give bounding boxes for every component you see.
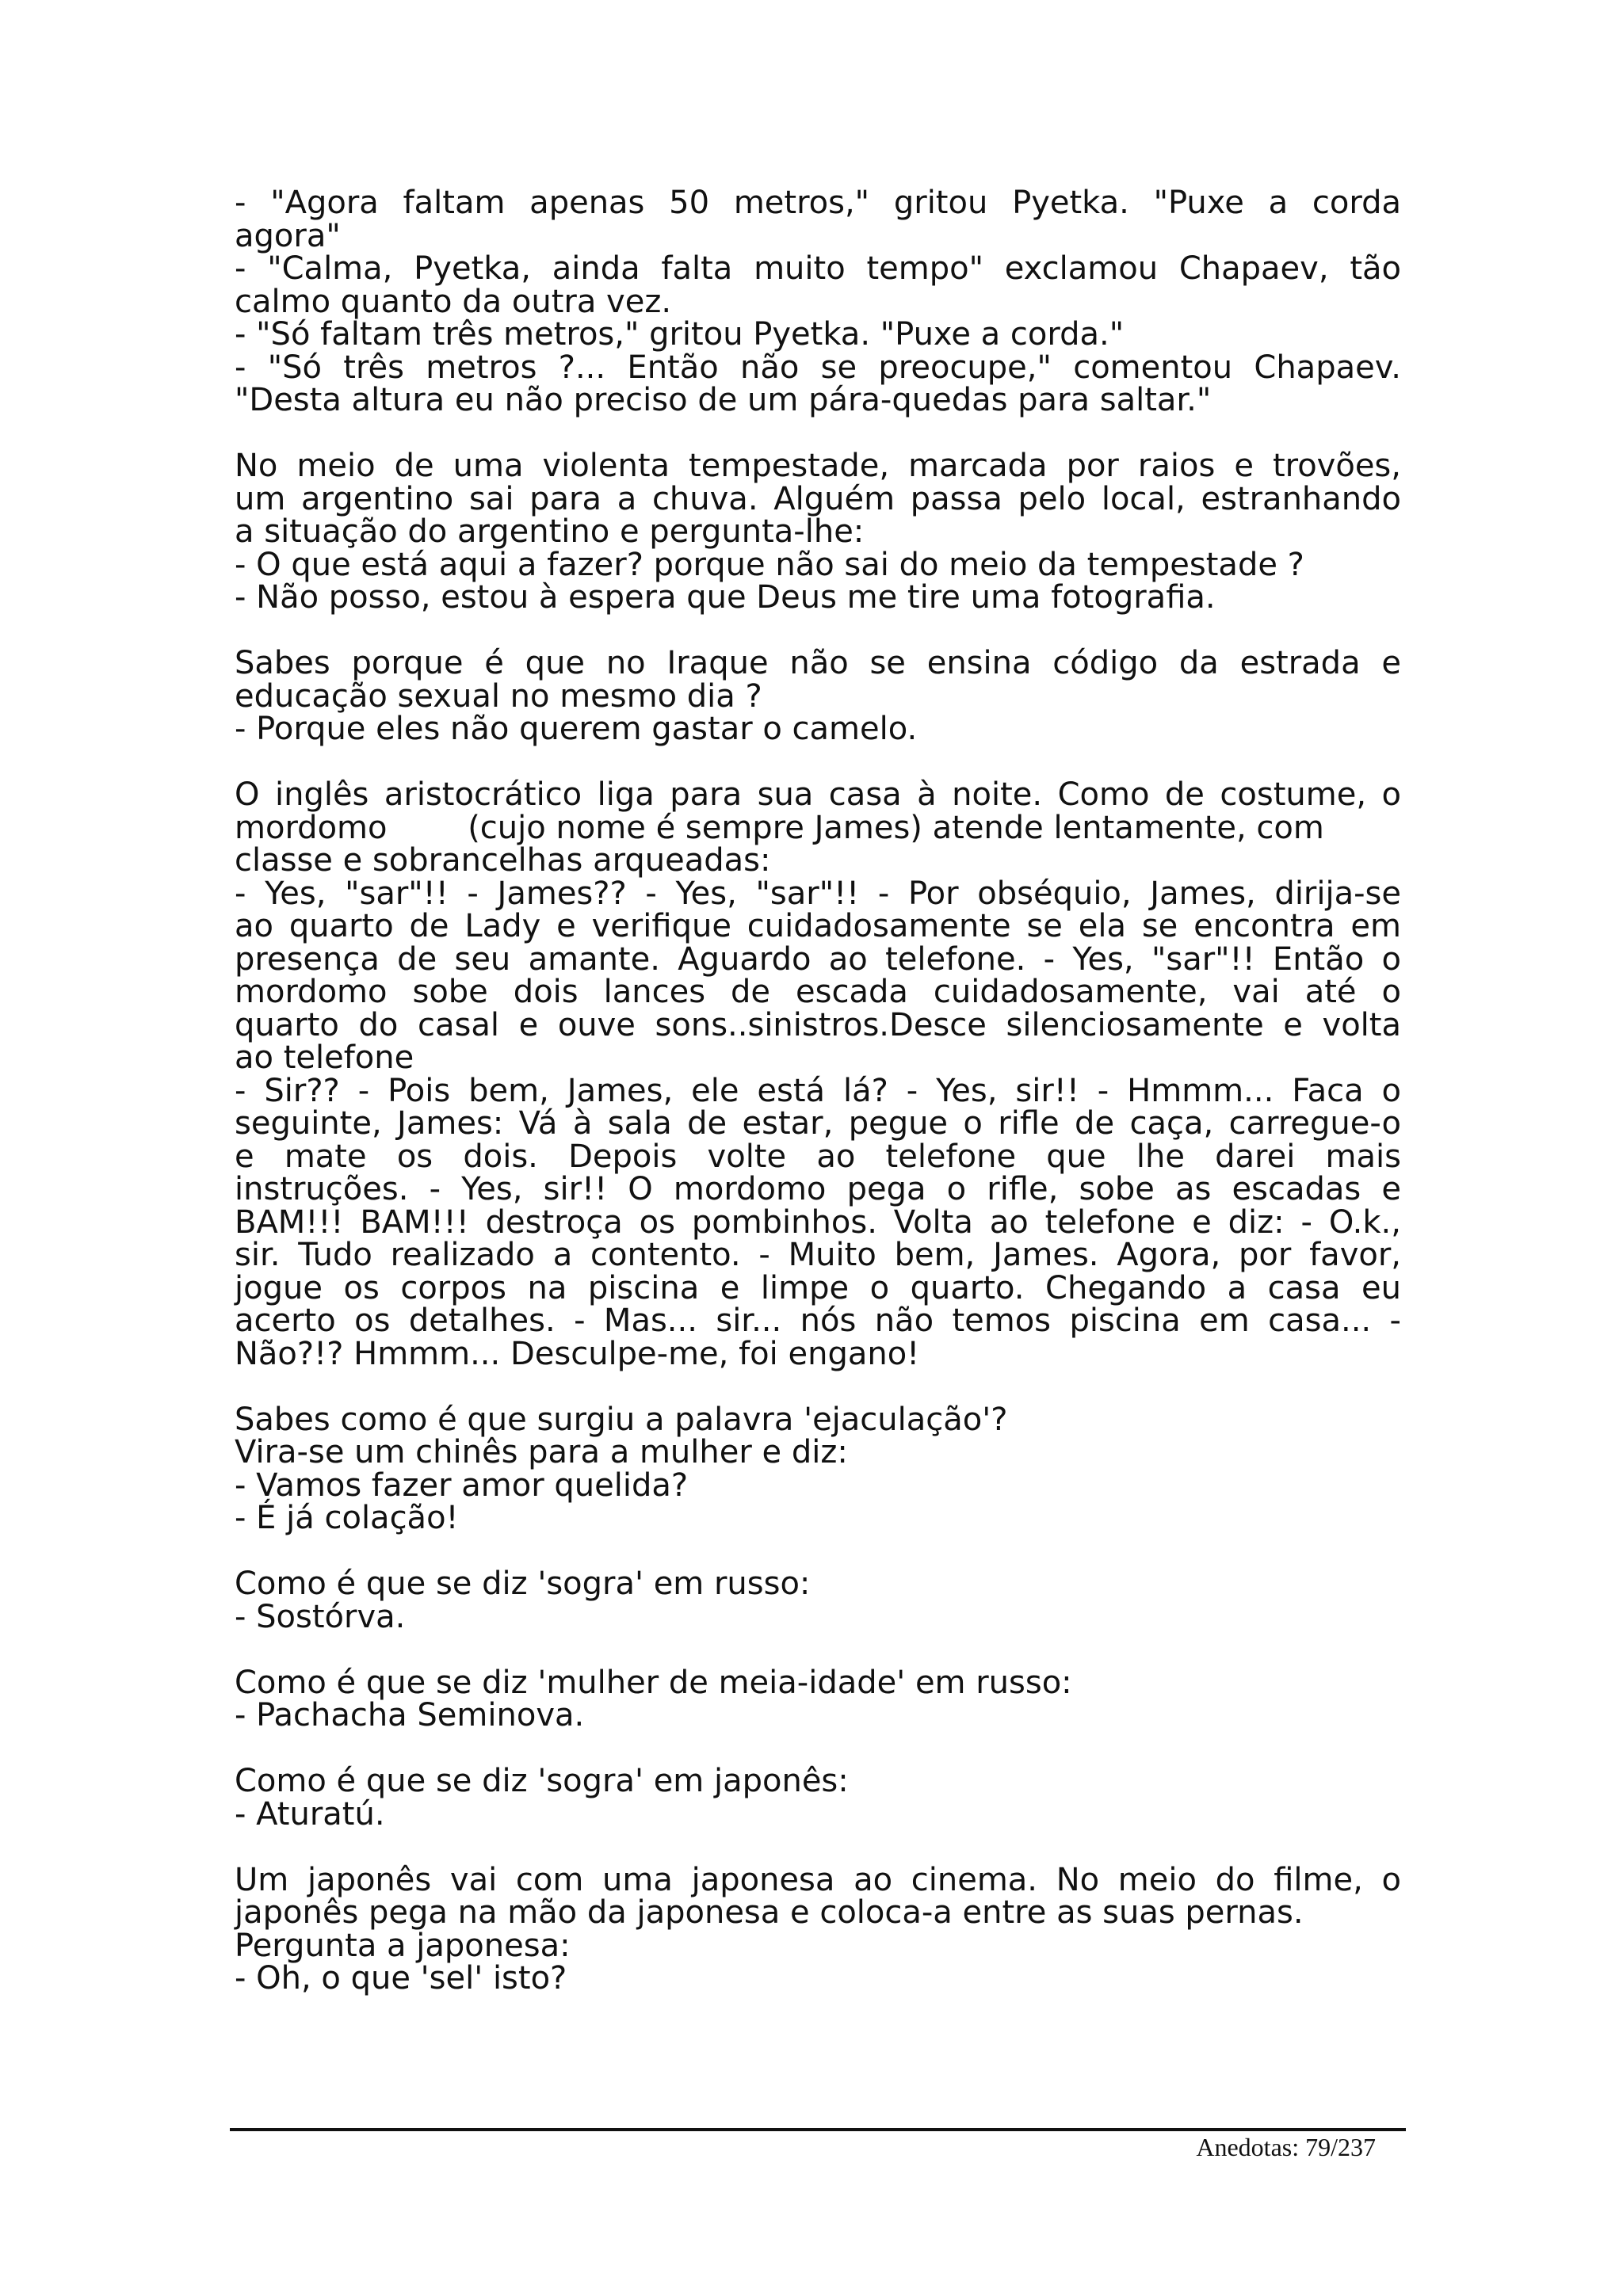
- text-line: - Vamos fazer amor quelida?: [235, 1466, 689, 1504]
- text-line: mordomo sobe dois lances de escada cuidadosamente, vai até o: [235, 974, 1401, 1010]
- text-line: - Pachacha Seminova.: [235, 1697, 585, 1733]
- text-line: No meio de uma violenta tempestade, marcada por raios e trovões,: [235, 448, 1401, 484]
- paragraph: [235, 450, 1401, 615]
- text-line: sir. Tudo realizado a contento. - Muito bem, James. Agora, por favor,: [235, 1237, 1401, 1273]
- text-line: a situação do argentino e pergunta-lhe:: [235, 513, 865, 550]
- text-line: quarto do casal e ouve sons..sinistros.Desce silenciosamente e volta: [235, 1006, 1401, 1043]
- text-line: ao telefone: [235, 1039, 414, 1076]
- paragraph: [235, 776, 1401, 1372]
- text-line: - Sir?? - Pois bem, James, ele está lá? - Yes, sir!! - Hmmm... Faca o: [235, 1072, 1401, 1109]
- text-line: educação sexual no mesmo dia ?: [235, 677, 762, 715]
- text-line: - Sostórva.: [235, 1598, 406, 1635]
- text-line: Como é que se diz 'sogra' em russo:: [235, 1566, 811, 1602]
- text-line: Vira-se um chinês para a mulher e diz:: [235, 1434, 848, 1470]
- text-line: calmo quanto da outra vez.: [235, 283, 672, 320]
- page-footer: Anedotas: 79/237: [1196, 2133, 1376, 2161]
- text-line: e mate os dois. Depois volte ao telefone que lhe darei mais: [235, 1138, 1401, 1175]
- paragraph: [235, 1861, 1401, 1997]
- paragraph: [235, 1765, 1401, 1831]
- text-line: Um japonês vai com uma japonesa ao cinema. No meio do filme, o: [235, 1861, 1401, 1898]
- text-line: presença de seu amante. Aguardo ao telefone. - Yes, "sar"!! Então o: [235, 940, 1401, 978]
- text-line: - É já colação!: [235, 1500, 459, 1536]
- text-line: - "Só faltam três metros," gritou Pyetka. "Puxe a corda.": [235, 316, 1125, 353]
- text-line: um argentino sai para a chuva. Alguém passa pelo local, estranhando: [235, 480, 1401, 517]
- text-line: - Oh, o que 'sel' isto?: [235, 1960, 567, 1997]
- text-line: O inglês aristocrático liga para sua casa à noite. Como de costume, o: [235, 776, 1401, 813]
- text-line: Pergunta a japonesa:: [235, 1927, 571, 1964]
- text-line: - "Agora faltam apenas 50 metros," gritou Pyetka. "Puxe a corda: [235, 185, 1401, 221]
- text-line: Sabes como é que surgiu a palavra 'ejaculação'?: [235, 1401, 1008, 1438]
- text-line: - O que está aqui a fazer? porque não sai do meio da tempestade ?: [235, 546, 1304, 583]
- paragraph: [235, 187, 1401, 418]
- text-line: jogue os corpos na piscina e limpe o quarto. Chegando a casa eu: [235, 1269, 1401, 1306]
- text-line: agora": [235, 217, 341, 254]
- paragraph: [235, 1568, 1401, 1634]
- text-line: "Desta altura eu não preciso de um pára-quedas para saltar.": [235, 382, 1212, 418]
- text-line: instruções. - Yes, sir!! O mordomo pega o rifle, sobe as escadas e: [235, 1171, 1401, 1207]
- text-line: mordomo (cujo nome é sempre James) atende lentamente, com: [235, 809, 1324, 846]
- text-line: - Porque eles não querem gastar o camelo.: [235, 711, 918, 747]
- text-line: classe e sobrancelhas arqueadas:: [235, 842, 771, 879]
- paragraph: [235, 1664, 1401, 1733]
- text-line: Não?!? Hmmm... Desculpe-me, foi engano!: [235, 1335, 920, 1372]
- body-text: [235, 187, 1401, 2028]
- text-line: japonês pega na mão da japonesa e coloca-a entre as suas pernas.: [235, 1894, 1304, 1931]
- text-line: - Aturatú.: [235, 1795, 385, 1833]
- text-line: BAM!!! BAM!!! destroça os pombinhos. Volta ao telefone e diz: - O.k.,: [235, 1203, 1401, 1241]
- text-line: Como é que se diz 'mulher de meia-idade' em russo:: [235, 1664, 1072, 1701]
- text-line: - Não posso, estou à espera que Deus me tire uma fotografia.: [235, 579, 1216, 616]
- text-line: ao quarto de Lady e verifique cuidadosamente se ela se encontra em: [235, 908, 1401, 944]
- text-line: Como é que se diz 'sogra' em japonês:: [235, 1763, 849, 1799]
- text-line: acerto os detalhes. - Mas... sir... nós não temos piscina em casa... -: [235, 1302, 1401, 1339]
- text-line: Sabes porque é que no Iraque não se ensina código da estrada e: [235, 645, 1401, 681]
- text-line: seguinte, James: Vá à sala de estar, pegue o rifle de caça, carregue-o: [235, 1105, 1401, 1142]
- paragraph: [235, 647, 1401, 746]
- text-line: - "Calma, Pyetka, ainda falta muito tempo" exclamou Chapaev, tão: [235, 250, 1401, 287]
- text-line: - Yes, "sar"!! - James?? - Yes, "sar"!! - Por obséquio, James, dirija-se: [235, 875, 1401, 912]
- text-line: - "Só três metros ?... Então não se preocupe," comentou Chapaev.: [235, 349, 1401, 386]
- paragraph: [235, 1401, 1401, 1536]
